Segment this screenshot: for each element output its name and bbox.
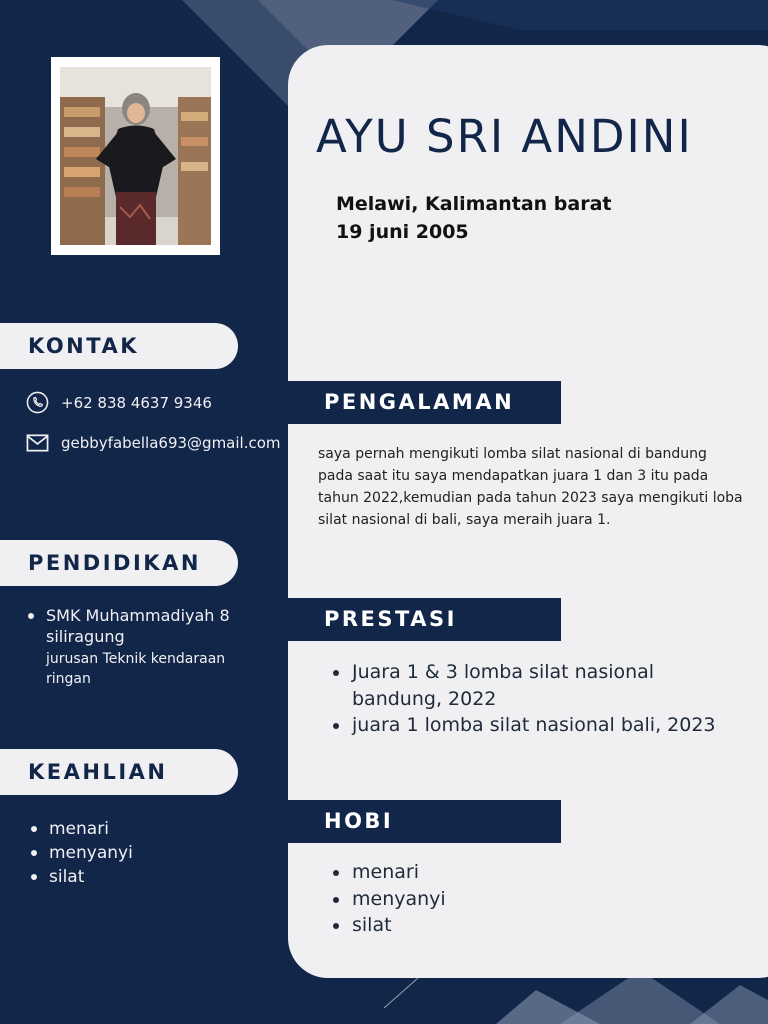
achievements-heading xyxy=(288,598,561,641)
hobbies-list xyxy=(333,859,446,939)
hobby-item: menyanyi xyxy=(333,886,446,913)
phone-icon xyxy=(26,391,49,414)
achievement-item: juara 1 lomba silat nasional bali, 2023 xyxy=(333,712,743,739)
skill-item: menari xyxy=(31,817,133,841)
achievement-item: Juara 1 & 3 lomba silat nasional bandung, 2022 xyxy=(333,659,743,712)
phone-number: +62 838 4637 9346 xyxy=(61,393,212,412)
profile-photo xyxy=(60,67,211,245)
email-address: gebbyfabella693@gmail.com xyxy=(61,434,281,452)
education-list xyxy=(28,605,268,689)
skills-heading xyxy=(0,749,238,795)
achievements-list xyxy=(333,659,743,739)
location: Melawi, Kalimantan barat xyxy=(336,193,612,215)
contact-heading-label: KONTAK xyxy=(28,334,139,358)
education-heading-label: PENDIDIKAN xyxy=(28,551,201,575)
profile-photo-frame xyxy=(51,57,220,255)
hobbies-heading-label: HOBI xyxy=(324,809,394,833)
hobby-item: silat xyxy=(333,912,446,939)
hobby-item: menari xyxy=(333,859,446,886)
experience-heading xyxy=(288,381,561,424)
skills-heading-label: KEAHLIAN xyxy=(28,760,168,784)
achievements-heading-label: PRESTASI xyxy=(324,607,457,631)
experience-heading-label: PENGALAMAN xyxy=(324,390,515,414)
email-row xyxy=(26,433,281,453)
full-name: AYU SRI ANDINI xyxy=(316,110,693,163)
education-heading xyxy=(0,540,238,586)
major-name: jurusan Teknik kendaraan ringan xyxy=(46,651,226,687)
education-item xyxy=(28,605,268,689)
skill-item: menyanyi xyxy=(31,841,133,865)
mail-icon xyxy=(26,433,49,453)
skill-item: silat xyxy=(31,865,133,889)
phone-row xyxy=(26,391,212,414)
contact-heading xyxy=(0,323,238,369)
school-name: SMK Muhammadiyah 8 siliragung xyxy=(46,606,230,646)
skills-list xyxy=(31,817,133,889)
experience-text: saya pernah mengikuti lomba silat nasional di bandung pada saat itu saya mendapatkan juara 1 dan 3 itu pada tahun 2022,kemudian pada tahun 2023 saya mengikuti loba silat nasional di bali, saya meraih juara 1. xyxy=(318,446,743,528)
hobbies-heading xyxy=(288,800,561,843)
birth-date: 19 juni 2005 xyxy=(336,221,469,243)
